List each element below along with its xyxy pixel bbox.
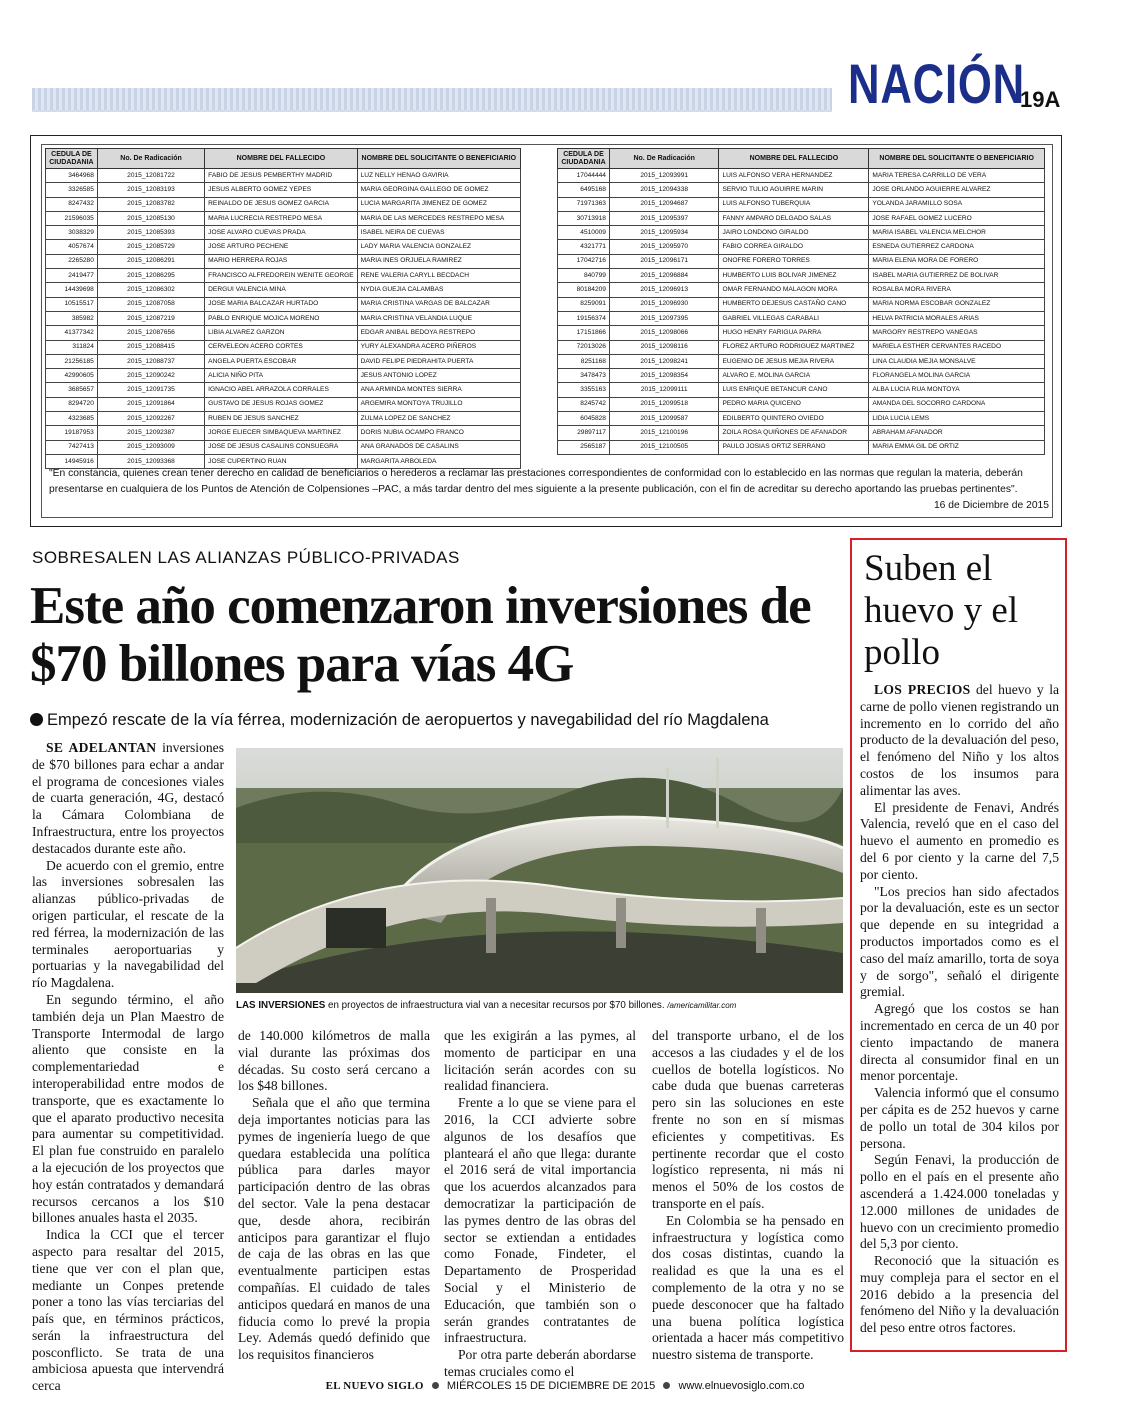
table-row: [558, 269, 1045, 283]
cedula-cell: 71971363: [558, 197, 610, 211]
deceased-name-cell: LUIS ALFONSO TUBERQUIA: [719, 197, 869, 211]
beneficiary-name-cell: ISABEL NEIRA DE CUEVAS: [357, 226, 520, 240]
cedula-cell: 19156374: [558, 311, 610, 325]
table-row: [558, 254, 1045, 268]
table-row: [558, 226, 1045, 240]
cedula-cell: 6045828: [558, 412, 610, 426]
column-header: CEDULA DE CIUDADANIA: [46, 149, 98, 169]
column-header: No. De Radicación: [609, 149, 718, 169]
radicacion-cell: 2015_12099111: [609, 383, 718, 397]
beneficiary-name-cell: HELVA PATRICIA MORALES ARIAS: [869, 311, 1045, 325]
deceased-name-cell: IGNACIO ABEL ARRAZOLA CORRALES: [205, 383, 357, 397]
table-row: [558, 311, 1045, 325]
notice-date: 16 de Diciembre de 2015: [933, 500, 1049, 511]
table-row: [46, 269, 521, 283]
table-row: [46, 369, 521, 383]
newspaper-brand: EL NUEVO SIGLO: [325, 1380, 424, 1392]
beneficiary-name-cell: ZULMA LOPEZ DE SANCHEZ: [357, 412, 520, 426]
radicacion-cell: 2015_12095934: [609, 226, 718, 240]
article-subhead: [30, 710, 850, 730]
radicacion-cell: 2015_12100196: [609, 426, 718, 440]
beneficiary-name-cell: MARIELA ESTHER CERVANTES RACEDO: [869, 340, 1045, 354]
radicacion-cell: 2015_12095970: [609, 240, 718, 254]
cedula-cell: 21256185: [46, 354, 98, 368]
sidebar-box: [850, 538, 1067, 1352]
radicacion-cell: 2015_12096884: [609, 269, 718, 283]
table-row: [558, 440, 1045, 454]
beneficiary-name-cell: JOSE RAFAEL GOMEZ LUCERO: [869, 211, 1045, 225]
table-row: [46, 283, 521, 297]
cedula-cell: 3038329: [46, 226, 98, 240]
beneficiary-name-cell: ALBA LUCIA RUA MONTOYA: [869, 383, 1045, 397]
table-row: [46, 440, 521, 454]
radicacion-cell: 2015_12083193: [97, 183, 204, 197]
table-row: [558, 297, 1045, 311]
table-row: [46, 240, 521, 254]
registry-table-right: [557, 148, 1045, 455]
cedula-cell: 311824: [46, 340, 98, 354]
radicacion-cell: 2015_12085393: [97, 226, 204, 240]
article-paragraph: De acuerdo con el gremio, entre las inversiones sobresalen las alianzas público-privadas de origen particular, el rescate de la red férrea, la modernización de las terminales aeroportuarias y portuarias y la navegabilidad del río Magdalena.: [32, 857, 224, 991]
radicacion-cell: 2015_12085729: [97, 240, 204, 254]
table-row: [558, 197, 1045, 211]
beneficiary-name-cell: LUZ NELLY HENAO GAVIRIA: [357, 169, 520, 183]
table-row: [558, 240, 1045, 254]
deceased-name-cell: EUGENIO DE JESUS MEJIA RIVERA: [719, 354, 869, 368]
cedula-cell: 3326585: [46, 183, 98, 197]
page-number: 19A: [1020, 87, 1061, 112]
beneficiary-name-cell: ANA GRANADOS DE CASALINS: [357, 440, 520, 454]
beneficiary-name-cell: ROSALBA MORA RIVERA: [869, 283, 1045, 297]
table-row: [46, 254, 521, 268]
cedula-cell: 10515517: [46, 297, 98, 311]
radicacion-cell: 2015_12093991: [609, 169, 718, 183]
radicacion-cell: 2015_12087058: [97, 297, 204, 311]
sidebar-lead: LOS PRECIOS: [874, 682, 971, 697]
sidebar-paragraph: Según Fenavi, la producción de pollo en el país en el presente año ascenderá a 1.424.000 toneladas y 12.000 millones de unidades de huevo con un crecimiento promedio del 5,3 por ciento.: [860, 1152, 1059, 1252]
article-kicker: SOBRESALEN LAS ALIANZAS PÚBLICO-PRIVADAS: [32, 548, 460, 567]
table-row: [558, 340, 1045, 354]
deceased-name-cell: RUBEN DE JESUS SANCHEZ: [205, 412, 357, 426]
footer-date: MIÉRCOLES 15 DE DICIEMBRE DE 2015: [446, 1380, 656, 1392]
cedula-cell: 17044444: [558, 169, 610, 183]
beneficiary-name-cell: RENE VALERIA CARYLL BECDACH: [357, 269, 520, 283]
deceased-name-cell: JOSE ARTURO PECHENE: [205, 240, 357, 254]
cedula-cell: 4510009: [558, 226, 610, 240]
beneficiary-name-cell: MARIA NORMA ESCOBAR GONZALEZ: [869, 297, 1045, 311]
beneficiary-name-cell: MARIA EMMA GIL DE ORTIZ: [869, 440, 1045, 454]
radicacion-cell: 2015_12093009: [97, 440, 204, 454]
page-footer: [0, 1380, 1130, 1392]
article-paragraph: de 140.000 kilómetros de malla vial durante las próximas dos décadas. Su costo será cercano a los $48 billones.: [238, 1028, 430, 1094]
table-header-row: [46, 149, 521, 169]
deceased-name-cell: ONOFRE FORERO TORRES: [719, 254, 869, 268]
radicacion-cell: 2015_12092387: [97, 426, 204, 440]
column-header: CEDULA DE CIUDADANIA: [558, 149, 610, 169]
table-row: [46, 383, 521, 397]
cedula-cell: 3464968: [46, 169, 98, 183]
table-row: [46, 326, 521, 340]
cedula-cell: 17042716: [558, 254, 610, 268]
table-row: [46, 297, 521, 311]
cedula-cell: 2265280: [46, 254, 98, 268]
cedula-cell: 72013026: [558, 340, 610, 354]
radicacion-cell: 2015_12100505: [609, 440, 718, 454]
beneficiary-name-cell: EDGAR ANIBAL BEDOYA RESTREPO: [357, 326, 520, 340]
beneficiary-name-cell: DAVID FELIPE PIEDRAHITA PUERTA: [357, 354, 520, 368]
radicacion-cell: 2015_12088415: [97, 340, 204, 354]
table-row: [558, 426, 1045, 440]
table-row: [46, 311, 521, 325]
radicacion-cell: 2015_12098066: [609, 326, 718, 340]
cedula-cell: 2565187: [558, 440, 610, 454]
article-lead: SE ADELANTAN: [46, 740, 157, 755]
deceased-name-cell: GUSTAVO DE JESUS ROJAS GOMEZ: [205, 397, 357, 411]
sidebar-paragraph: Reconoció que la situación es muy compleja para el sector en el 2016 debido a la presencia del fenómeno del Niño y la devaluación del peso entre otros factores.: [860, 1253, 1059, 1336]
paragraph-text: inversiones de $70 billones para echar a andar el programa de concesiones viales de cuarta generación, 4G, destacó la Cámara Colombiana de Infraestructura, entre los proyectos destacados durante este año.: [32, 740, 224, 856]
cedula-cell: 8294720: [46, 397, 98, 411]
table-row: [558, 183, 1045, 197]
beneficiary-name-cell: YURY ALEXANDRA ACERO PIÑEROS: [357, 340, 520, 354]
photo-credit: /americamilitar.com: [667, 1001, 737, 1010]
cedula-cell: 14439698: [46, 283, 98, 297]
cedula-cell: 840799: [558, 269, 610, 283]
radicacion-cell: 2015_12094338: [609, 183, 718, 197]
deceased-name-cell: REINALDO DE JESUS GOMEZ GARCIA: [205, 197, 357, 211]
cedula-cell: 4323685: [46, 412, 98, 426]
cedula-cell: 29897117: [558, 426, 610, 440]
deceased-name-cell: JOSE DE JESUS CASALINS CONSUEGRA: [205, 440, 357, 454]
deceased-name-cell: ALVARO E. MOLINA GARCIA: [719, 369, 869, 383]
beneficiary-name-cell: JOSE ORLANDO AGUIERRE ALVAREZ: [869, 183, 1045, 197]
table-row: [558, 211, 1045, 225]
cedula-cell: 6495168: [558, 183, 610, 197]
article-paragraph: En segundo término, el año también deja un Plan Maestro de Transporte Intermodal de largo aliento que consiste en la complementariedad e interoperabilidad entre modos de transporte, que es exactamente lo que el aparato productivo necesita para aumentar su competitividad. El plan fue construido en paralelo a la ejecución de los proyectos que hoy están contratados y demandará recursos cercanos a los $10 billones anuales hasta el 2035.: [32, 991, 224, 1226]
cedula-cell: 2419477: [46, 269, 98, 283]
photo-caption: [236, 999, 843, 1012]
deceased-name-cell: FRANCISCO ALFREDOREIN WENITE GEORGE: [205, 269, 357, 283]
beneficiary-name-cell: ARGEMIRA MONTOYA TRUJILLO: [357, 397, 520, 411]
sidebar-paragraph: El presidente de Fenavi, Andrés Valencia, reveló que en el caso del huevo el aumento en promedio es del 6 por ciento y la carne del 7,5 por ciento.: [860, 799, 1059, 882]
cedula-cell: 3355163: [558, 383, 610, 397]
beneficiary-name-cell: MARIA ELENA MORA DE FORERO: [869, 254, 1045, 268]
deceased-name-cell: OMAR FERNANDO MALAGON MORA: [719, 283, 869, 297]
cedula-cell: 21596035: [46, 211, 98, 225]
deceased-name-cell: PABLO ENRIQUE MOJICA MORENO: [205, 311, 357, 325]
beneficiary-name-cell: MARIA CRISTINA VELANDIA LUQUE: [357, 311, 520, 325]
caption-lead: LAS INVERSIONES: [236, 1000, 326, 1011]
cedula-cell: 4321771: [558, 240, 610, 254]
radicacion-cell: 2015_12099518: [609, 397, 718, 411]
table-row: [558, 169, 1045, 183]
deceased-name-cell: LIBIA ALVAREZ GARZON: [205, 326, 357, 340]
deceased-name-cell: ZOILA ROSA QUIÑONES DE AFANADOR: [719, 426, 869, 440]
beneficiary-name-cell: MARIA INES ORJUELA RAMIREZ: [357, 254, 520, 268]
deceased-name-cell: GABRIEL VILLEGAS CARABALI: [719, 311, 869, 325]
bullet-icon: [663, 1382, 670, 1389]
beneficiary-name-cell: FLORANGELA MOLINA GARCIA: [869, 369, 1045, 383]
article-paragraph: del transporte urbano, el de los accesos a las ciudades y el de los cuellos de botella logísticos. No cabe duda que buenas carreteras pero sin las soluciones en este frente no son en sí mismas eficientes y competitivas. Es pertinente recordar que el costo logístico representa, ni más ni menos el 50% de los costos de transporte en el país.: [652, 1028, 844, 1211]
table-row: [46, 354, 521, 368]
table-row: [558, 383, 1045, 397]
beneficiary-name-cell: LADY MARIA VALENCIA GONZALEZ: [357, 240, 520, 254]
cedula-cell: 8247432: [46, 197, 98, 211]
bullet-icon: [30, 713, 43, 726]
table-row: [46, 426, 521, 440]
article-headline: Este año comenzaron inversiones de $70 billones para vías 4G: [30, 577, 811, 693]
highway-bridge-illustration: [236, 748, 843, 993]
cedula-cell: 8245742: [558, 397, 610, 411]
cedula-cell: 14945916: [46, 454, 98, 468]
beneficiary-name-cell: LUCIA MARGARITA JIMENEZ DE GOMEZ: [357, 197, 520, 211]
radicacion-cell: 2015_12091864: [97, 397, 204, 411]
cedula-cell: 385982: [46, 311, 98, 325]
deceased-name-cell: JOSE MARIA BALCAZAR HURTADO: [205, 297, 357, 311]
bullet-icon: [432, 1382, 439, 1389]
radicacion-cell: 2015_12086295: [97, 269, 204, 283]
beneficiary-name-cell: ANA ARMINDA MONTES SIERRA: [357, 383, 520, 397]
table-header-row: [558, 149, 1045, 169]
radicacion-cell: 2015_12096913: [609, 283, 718, 297]
cedula-cell: 19187953: [46, 426, 98, 440]
radicacion-cell: 2015_12094687: [609, 197, 718, 211]
deceased-name-cell: SERVIO TULIO AGUIRRE MARIN: [719, 183, 869, 197]
table-row: [558, 412, 1045, 426]
sidebar-title: Suben el huevo y el pollo: [864, 548, 1019, 673]
beneficiary-name-cell: MARIA GEORGINA GALLEGO DE GOMEZ: [357, 183, 520, 197]
table-row: [46, 226, 521, 240]
cedula-cell: 4057674: [46, 240, 98, 254]
table-row: [46, 412, 521, 426]
radicacion-cell: 2015_12099587: [609, 412, 718, 426]
colpensiones-notice: [30, 135, 1062, 527]
radicacion-cell: 2015_12088737: [97, 354, 204, 368]
article-paragraph: Indica la CCI que el tercer aspecto para resaltar del 2015, tiene que ver con el plan que, mediante un Conpes pretende poner a tono las vías terciarias del país que, en términos prácticos, serán la infraestructura del posconflicto. Se trata de una ambiciosa apuesta que intervendrá cerca: [32, 1227, 224, 1394]
radicacion-cell: 2015_12098241: [609, 354, 718, 368]
radicacion-cell: 2015_12086291: [97, 254, 204, 268]
cedula-cell: 3685657: [46, 383, 98, 397]
deceased-name-cell: ALICIA NIÑO PITA: [205, 369, 357, 383]
beneficiary-name-cell: ESNEDA GUTIERREZ CARDONA: [869, 240, 1045, 254]
radicacion-cell: 2015_12085130: [97, 211, 204, 225]
table-row: [558, 397, 1045, 411]
table-row: [46, 397, 521, 411]
subhead-text: Empezó rescate de la vía férrea, modernización de aeropuertos y navegabilidad del río Magdalena: [47, 711, 769, 729]
cedula-cell: 30713918: [558, 211, 610, 225]
article-paragraph: [32, 740, 224, 858]
column-header: No. De Radicación: [97, 149, 204, 169]
deceased-name-cell: FLOREZ ARTURO RODRIGUEZ MARTINEZ: [719, 340, 869, 354]
beneficiary-name-cell: LINA CLAUDIA MEJIA MONSALVE: [869, 354, 1045, 368]
article-column-2: [238, 1028, 430, 1364]
radicacion-cell: 2015_12098354: [609, 369, 718, 383]
paragraph-text: del huevo y la carne de pollo vienen registrando un incremento en lo corrido del año producto de la devaluación del peso, el fenómeno del Niño y los altos costos de los insumos para alimentar las aves.: [860, 682, 1060, 798]
article-column-4: [652, 1028, 844, 1364]
footer-url: www.elnuevosiglo.com.co: [678, 1380, 805, 1392]
deceased-name-cell: MARIA LUCRECIA RESTREPO MESA: [205, 211, 357, 225]
section-name: NACIÓN: [848, 52, 1025, 115]
table-row: [46, 340, 521, 354]
beneficiary-name-cell: ISABEL MARIA GUTIERREZ DE BOLIVAR: [869, 269, 1045, 283]
beneficiary-name-cell: YOLANDA JARAMILLO SOSA: [869, 197, 1045, 211]
radicacion-cell: 2015_12091735: [97, 383, 204, 397]
column-header: NOMBRE DEL SOLICITANTE O BENEFICIARIO: [357, 149, 520, 169]
deceased-name-cell: JESUS ALBERTO GOMEZ YEPES: [205, 183, 357, 197]
sidebar-paragraph: Valencia informó que el consumo per cápita es de 252 huevos y carne de pollo un total de 304 kilos por persona.: [860, 1085, 1059, 1151]
radicacion-cell: 2015_12098116: [609, 340, 718, 354]
registry-table-left: [45, 148, 521, 469]
deceased-name-cell: JOSE ALVARO CUEVAS PRADA: [205, 226, 357, 240]
sidebar-paragraph: Agregó que los costos se han incrementado en cerca de un 40 por ciento impactando de manera directa al consumidor final en un menor porcentaje.: [860, 1001, 1059, 1084]
radicacion-cell: 2015_12086302: [97, 283, 204, 297]
deceased-name-cell: JOSE CUPERTINO RUAN: [205, 454, 357, 468]
table-row: [46, 211, 521, 225]
deceased-name-cell: CERVELEON ACERO CORTES: [205, 340, 357, 354]
sidebar-paragraph: "Los precios han sido afectados por la devaluación, este es un sector que depende en su integridad a productos importados como es el caso del maíz amarillo, torta de soya y de sorgo", señaló el dirigente gremial.: [860, 883, 1059, 1000]
sidebar-body: [860, 682, 1059, 1337]
radicacion-cell: 2015_12097395: [609, 311, 718, 325]
article-paragraph: En Colombia se ha pensado en infraestructura y logística como dos cosas distintas, cuando la realidad es que la una es el complemento de la otra y no se puede desconocer que ha faltado una buena política logística orientada a hacer más competitivo nuestro sistema de transporte.: [652, 1212, 844, 1363]
beneficiary-name-cell: MARIA ISABEL VALENCIA MELCHOR: [869, 226, 1045, 240]
beneficiary-name-cell: MARIA DE LAS MERCEDES RESTREPO MESA: [357, 211, 520, 225]
radicacion-cell: 2015_12096171: [609, 254, 718, 268]
table-row: [558, 369, 1045, 383]
cedula-cell: 17151866: [558, 326, 610, 340]
article-column-3: [444, 1028, 636, 1381]
deceased-name-cell: EDILBERTO QUINTERO OVIEDO: [719, 412, 869, 426]
deceased-name-cell: FABIO CORREA GIRALDO: [719, 240, 869, 254]
deceased-name-cell: PAULO JOSIAS ORTIZ SERRANO: [719, 440, 869, 454]
deceased-name-cell: JAIRO LONDONO GIRALDO: [719, 226, 869, 240]
beneficiary-name-cell: NYDIA GUEJIA CALAMBAS: [357, 283, 520, 297]
beneficiary-name-cell: MARGARITA ARBOLEDA: [357, 454, 520, 468]
radicacion-cell: 2015_12095397: [609, 211, 718, 225]
article-photo-highway-bridge: [236, 748, 843, 993]
deceased-name-cell: FABIO DE JESUS PEMBERTHY MADRID: [205, 169, 357, 183]
column-header: NOMBRE DEL FALLECIDO: [719, 149, 869, 169]
cedula-cell: 8259091: [558, 297, 610, 311]
table-row: [558, 326, 1045, 340]
cedula-cell: 41377342: [46, 326, 98, 340]
deceased-name-cell: HUGO HENRY FARIGUA PARRA: [719, 326, 869, 340]
beneficiary-name-cell: AMANDA DEL SOCORRO CARDONA: [869, 397, 1045, 411]
table-row: [558, 283, 1045, 297]
beneficiary-name-cell: DORIS NUBIA OCAMPO FRANCO: [357, 426, 520, 440]
deceased-name-cell: PEDRO MARIA QUICENO: [719, 397, 869, 411]
beneficiary-name-cell: MARGORY RESTREPO VANEGAS: [869, 326, 1045, 340]
caption-text: en proyectos de infraestructura vial van a necesitar recursos por $70 billones.: [325, 1000, 665, 1011]
cedula-cell: 3478473: [558, 369, 610, 383]
deceased-name-cell: LUIS ALFONSO VERA HERNANDEZ: [719, 169, 869, 183]
radicacion-cell: 2015_12093368: [97, 454, 204, 468]
deceased-name-cell: DERGUI VALENCIA MINA: [205, 283, 357, 297]
article-paragraph: que les exigirán a las pymes, al momento de participar en una licitación serán acordes con su realidad financiera.: [444, 1028, 636, 1094]
deceased-name-cell: HUMBERTO LUIS BOLIVAR JIMENEZ: [719, 269, 869, 283]
radicacion-cell: 2015_12092267: [97, 412, 204, 426]
cedula-cell: 8251168: [558, 354, 610, 368]
deceased-name-cell: MARIO HERRERA ROJAS: [205, 254, 357, 268]
column-header: NOMBRE DEL FALLECIDO: [205, 149, 357, 169]
article-paragraph: Frente a lo que se viene para el 2016, la CCI advierte sobre algunos de los desafíos que planteará el año que llega: durante el 2016 será de vital importancia que los acuerdos alcanzados para democratizar la participación de las pymes dentro de las obras del sector se extiendan a entidades como Fonade, Findeter, el Departamento de Prosperidad Social y el Ministerio de Educación, que también son o serán grandes contratantes de infraestructura.: [444, 1095, 636, 1346]
cedula-cell: 7427413: [46, 440, 98, 454]
column-header: NOMBRE DEL SOLICITANTE O BENEFICIARIO: [869, 149, 1045, 169]
beneficiary-name-cell: MARIA CRISTINA VARGAS DE BALCAZAR: [357, 297, 520, 311]
deceased-name-cell: JORGE ELIECER SIMBAQUEVA MARTINEZ: [205, 426, 357, 440]
beneficiary-name-cell: LIDIA LUCIA LEMS: [869, 412, 1045, 426]
radicacion-cell: 2015_12087656: [97, 326, 204, 340]
radicacion-cell: 2015_12083782: [97, 197, 204, 211]
beneficiary-name-cell: JESUS ANTONIO LOPEZ: [357, 369, 520, 383]
article-paragraph: Por otra parte deberán abordarse temas cruciales como el: [444, 1347, 636, 1379]
deceased-name-cell: ANGELA PUERTA ESCOBAR: [205, 354, 357, 368]
table-row: [46, 197, 521, 211]
notice-statement: "En constancia, quienes crean tener derecho en calidad de beneficiarios o herederos a reclamar las prestaciones correspondientes de conformidad con lo establecido en las normas que regulan la materia, deberán presentarse en cualquiera de los Puntos de Atención de Colpensiones –PAC, a más tardar dentro del mes siguiente a la presente publicación, con el fin de acreditar su derecho aportando las pruebas pertinentes".: [49, 468, 1023, 495]
table-row: [46, 169, 521, 183]
table-row: [558, 354, 1045, 368]
header-pattern-band: [32, 88, 832, 110]
table-row: [46, 183, 521, 197]
article-column-1: [32, 740, 224, 1395]
deceased-name-cell: FANNY AMPARO DELGADO SALAS: [719, 211, 869, 225]
radicacion-cell: 2015_12087219: [97, 311, 204, 325]
header-rule: [32, 110, 832, 112]
sidebar-paragraph: [860, 682, 1059, 800]
beneficiary-name-cell: MARIA TERESA CARRILLO DE VERA: [869, 169, 1045, 183]
radicacion-cell: 2015_12090242: [97, 369, 204, 383]
article-paragraph: Señala que el año que termina deja importantes noticias para las pymes de ingeniería luego de que quedara establecida una política pública para darles mayor participación dentro de las obras del sector. Vale la pena destacar que, desde ahora, recibirán anticipos para garantizar el flujo de caja de las obras en las que eventualmente participen estas compañías. El cuidado de tales anticipos quedará en manos de una fiducia como lo prevé la propia Ley. Además quedó definido que los requisitos financieros: [238, 1095, 430, 1363]
radicacion-cell: 2015_12081722: [97, 169, 204, 183]
deceased-name-cell: LUIS ENRIQUE BETANCUR CANO: [719, 383, 869, 397]
beneficiary-name-cell: ABRAHAM AFANADOR: [869, 426, 1045, 440]
cedula-cell: 42990605: [46, 369, 98, 383]
cedula-cell: 80184209: [558, 283, 610, 297]
deceased-name-cell: HUMBERTO DEJESUS CASTAÑO CANO: [719, 297, 869, 311]
radicacion-cell: 2015_12096930: [609, 297, 718, 311]
